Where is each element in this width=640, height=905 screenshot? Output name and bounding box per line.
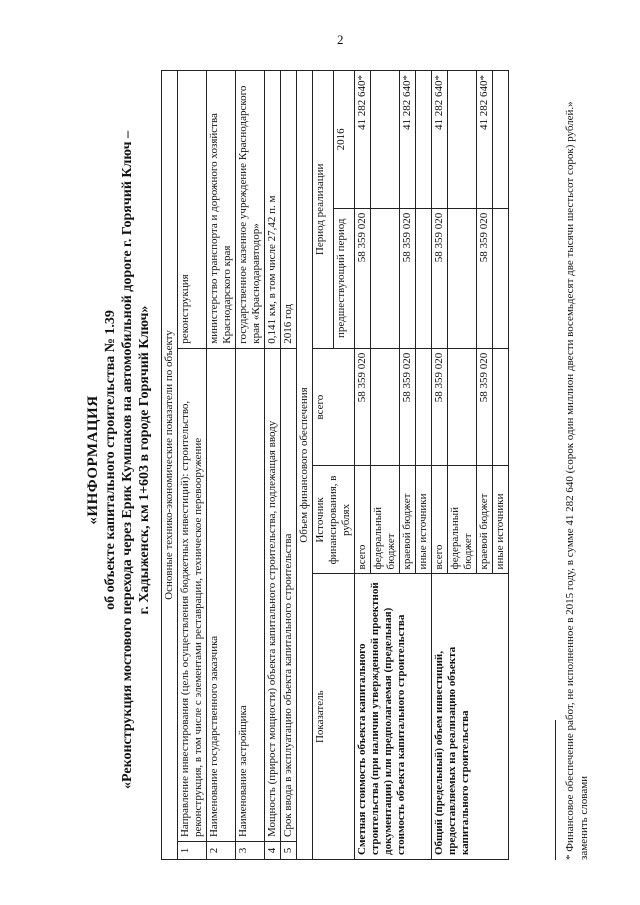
finance-section-header: Объем финансового обеспечения <box>297 71 313 860</box>
table-row: 4 Мощность (прирост мощности) объекта капитального строительства, подлежащая вводу 0,141 км, в том числе 27,42 п. м <box>265 71 281 860</box>
row-label: Наименование государственного заказчика <box>207 348 236 841</box>
table-row: иные источники <box>493 71 509 860</box>
row-value: 0,141 км, в том числе 27,42 п. м <box>265 71 281 349</box>
info-table <box>161 70 509 860</box>
main-section-header: Основные технико-экономические показатели по объекту <box>162 71 178 860</box>
table-row: Сметная стоимость объекта капитального строительства (при наличии утвержденной проектной документации) или предполагаемая (предельная) стоимость объекта капитального строительства всего 58 359 020 58 359 020 41 282 640* <box>355 71 371 860</box>
page-number: 2 <box>337 32 344 47</box>
finance-indicator-label: Сметная стоимость объекта капитального строительства (при наличии утвержденной проектной документации) или предполагаемая (предельная) стоимость объекта капитального строительства <box>355 574 432 860</box>
document-subtitle: об объекте капитального строительства № 1.39 <box>103 310 118 610</box>
row-value: реконструкция <box>178 71 207 349</box>
row-value: министерство транспорта и дорожного хозяйства Краснодарского края <box>207 71 236 349</box>
table-row: Общий (предельный) объем инвестиций, предоставляемых на реализацию объекта капитального строительства всего 58 359 020 58 359 020 41 282 640* <box>432 71 448 860</box>
document-title: «ИНФОРМАЦИЯ <box>85 395 101 525</box>
year-column-header: 2016 <box>334 71 355 209</box>
row-value: государственное казенное учреждение Краснодарского края «Краснодаравтодор» <box>236 71 265 349</box>
row-label: Наименование застройщика <box>236 348 265 841</box>
indicator-column-header: Показатель <box>313 574 355 860</box>
table-row: федеральный бюджет <box>448 71 477 860</box>
rotated-document <box>85 50 595 870</box>
row-label: Направление инвестирования (цель осуществления бюджетных инвестиций): строительство, реконструкция, в том числе с элементами реставрации, техническое перевооружение <box>178 348 207 841</box>
source-column-header: Источник финансирования, в рублях <box>313 466 355 574</box>
footnote: * Финансовое обеспечение работ, не исполненное в 2015 году, в сумме 41 282 640 (сорок один миллион двести восемьдесят две тысячи шестьсот сорок) рублей.» заменить словами <box>564 101 590 860</box>
table-row: краевой бюджет 58 359 020 58 359 020 41 282 640* <box>477 71 493 860</box>
object-name-line1: «Реконструкция мостового перехода через Ерик Кумшаков на автомобильной дороге г. Горячий Ключ – <box>120 131 135 789</box>
table-row: 3 Наименование застройщика государственное казенное учреждение Краснодарского края «Краснодаравтодор» <box>236 71 265 860</box>
finance-indicator-label: Общий (предельный) объем инвестиций, предоставляемых на реализацию объекта капитального строительства <box>432 574 509 860</box>
period-column-header: Период реализации <box>313 71 334 349</box>
table-row: федеральный бюджет <box>371 71 400 860</box>
table-row: краевой бюджет 58 359 020 58 359 020 41 282 640* <box>400 71 416 860</box>
row-value: 2016 год <box>281 71 297 349</box>
row-label: Срок ввода в эксплуатацию объекта капитального строительства <box>281 348 297 841</box>
table-row: иные источники <box>416 71 432 860</box>
table-row: 2 Наименование государственного заказчика министерство транспорта и дорожного хозяйства Краснодарского края <box>207 71 236 860</box>
footnote-divider <box>555 720 556 860</box>
row-label: Мощность (прирост мощности) объекта капитального строительства, подлежащая вводу <box>265 348 281 841</box>
object-name-line2: г. Хадыженск, км 1+603 в городе Горячий Ключ» <box>137 305 152 615</box>
table-row: 5 Срок ввода в эксплуатацию объекта капитального строительства 2016 год <box>281 71 297 860</box>
total-column-header: всего <box>313 348 355 466</box>
table-row: 1 Направление инвестирования (цель осуществления бюджетных инвестиций): строительство, реконструкция, в том числе с элементами реставрации, техническое перевооружение реконструкция <box>178 71 207 860</box>
prev-period-column-header: предшествующий период <box>334 208 355 348</box>
document-header <box>85 50 153 870</box>
